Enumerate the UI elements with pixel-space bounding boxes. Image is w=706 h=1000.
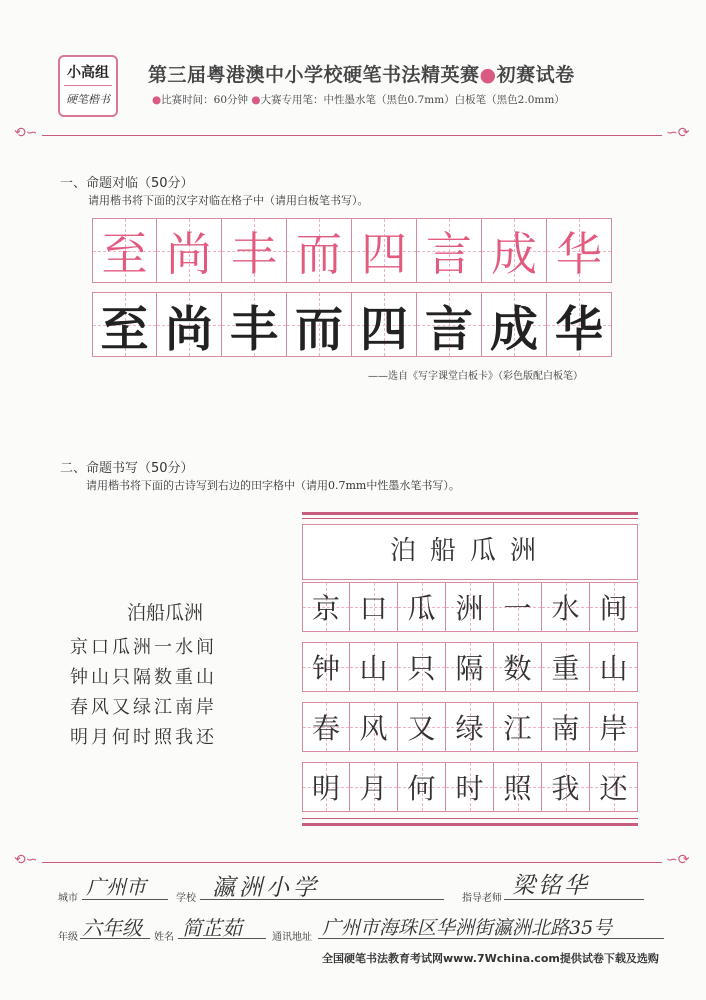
grid-cell[interactable]: [398, 582, 446, 632]
grid-row: [302, 762, 638, 812]
model-cell: [222, 218, 287, 283]
address-underline: [318, 938, 664, 939]
grid-char: 何: [407, 772, 436, 805]
header-divider: [42, 135, 662, 136]
section1-title: 一、命题对临（50分）: [60, 176, 194, 191]
model-char: 丰: [231, 226, 277, 281]
grid-cell[interactable]: [350, 582, 398, 632]
grid-cell[interactable]: [398, 642, 446, 692]
exam-pens: 大赛专用笔：中性墨水笔（黑色0.7mm）白板笔（黑色2.0mm）: [260, 94, 565, 106]
grid-char: 江: [503, 712, 532, 745]
grade-value[interactable]: 六年级: [82, 916, 142, 940]
written-char: 四: [359, 301, 408, 357]
page-title: [148, 60, 575, 87]
grid-cell[interactable]: [302, 642, 350, 692]
grid-cell[interactable]: [350, 702, 398, 752]
bullet-icon: ●: [152, 94, 162, 106]
model-cell: [417, 218, 482, 283]
grid-cell[interactable]: [446, 762, 494, 812]
grid-char: 又: [407, 712, 436, 745]
written-cell[interactable]: [482, 292, 547, 357]
grid-bottom-bar: [302, 823, 638, 826]
grid-char: 隔: [455, 652, 484, 685]
grid-char: 只: [407, 652, 436, 685]
model-row: [92, 218, 612, 283]
written-cell[interactable]: [547, 292, 612, 357]
name-label: 姓名: [154, 932, 174, 943]
grid-cell[interactable]: [398, 702, 446, 752]
address-value[interactable]: 广州市海珠区华洲街瀛洲北路35号: [322, 917, 613, 939]
grid-char: 明: [311, 772, 340, 805]
exam-time: 比赛时间：60分钟: [161, 94, 249, 106]
grid-row: [302, 642, 638, 692]
school-underline: [200, 899, 444, 900]
grid-cell[interactable]: [494, 762, 542, 812]
grid-char: 一: [503, 592, 532, 625]
grid-cell[interactable]: [446, 582, 494, 632]
scroll-ornament-left-icon: ⟲∽: [14, 125, 38, 141]
title-bullet-icon: ●: [479, 64, 497, 86]
poem-line: 京口瓜洲一水间: [70, 637, 217, 658]
written-cell[interactable]: [92, 292, 157, 357]
grid-char: 瓜: [407, 592, 436, 625]
grid-char: 重: [551, 652, 580, 685]
grid-char: 水: [551, 592, 580, 625]
grid-top-bar: [302, 512, 638, 515]
grid-cell[interactable]: [542, 702, 590, 752]
model-char: 而: [296, 226, 342, 281]
grid-cell[interactable]: [590, 762, 638, 812]
name-underline: [178, 938, 266, 939]
written-cell[interactable]: [287, 292, 352, 357]
written-char: 华: [554, 301, 603, 357]
written-char: 言: [424, 301, 473, 357]
written-cell[interactable]: [222, 292, 287, 357]
grid-cell[interactable]: [302, 762, 350, 812]
poem-title: 泊船瓜洲: [126, 602, 203, 624]
written-char: 成: [489, 301, 538, 357]
grade-underline: [80, 938, 150, 939]
grid-char: 照: [503, 772, 532, 805]
model-char: 四: [361, 226, 407, 281]
poem-line: 钟山只隔数重山: [70, 667, 217, 688]
grid-char: 南: [551, 712, 580, 745]
grid-char: 春: [311, 712, 340, 745]
model-cell: [547, 218, 612, 283]
written-char: 尚: [164, 301, 213, 357]
model-cell: [92, 218, 157, 283]
grid-cell[interactable]: [398, 762, 446, 812]
grid-char: 我: [551, 772, 580, 805]
source-note: ——选自《写字课堂白板卡》（彩色版配白板笔）: [368, 371, 583, 382]
model-cell: [352, 218, 417, 283]
footer-note: 全国硬笔书法教育考试网www.7Wchina.com提供试卷下载及选购: [322, 952, 659, 965]
teacher-underline: [504, 899, 644, 900]
model-char: 至: [101, 226, 148, 281]
model-char: 言: [426, 226, 472, 281]
grade-label: 年级: [58, 932, 78, 943]
grid-bottom-bar-thin: [302, 818, 638, 819]
written-cell[interactable]: [157, 292, 222, 357]
grid-cell[interactable]: [590, 582, 638, 632]
city-label: 城市: [58, 893, 78, 904]
badge-group-label: 小高组: [67, 65, 109, 81]
poem-reference: [70, 598, 260, 753]
city-underline: [82, 899, 168, 900]
written-cell[interactable]: [417, 292, 482, 357]
grid-char: 绿: [455, 712, 484, 745]
grid-char: 山: [359, 652, 388, 685]
grid-cell[interactable]: [542, 762, 590, 812]
poem-line: 春风又绿江南岸: [70, 697, 217, 718]
grid-cell[interactable]: [494, 702, 542, 752]
school-value[interactable]: 瀛洲小学: [212, 875, 320, 901]
grid-title: 泊船瓜洲: [389, 536, 550, 566]
bullet-icon: ●: [251, 94, 261, 106]
grid-char: 还: [599, 772, 628, 805]
grid-char: 山: [599, 652, 628, 685]
poem-line: 明月何时照我还: [70, 727, 217, 748]
model-cell: [287, 218, 352, 283]
address-label: 通讯地址: [272, 932, 312, 943]
grid-cell[interactable]: [446, 642, 494, 692]
grid-char: 京: [311, 592, 340, 625]
grid-cell[interactable]: [302, 702, 350, 752]
grid-cell[interactable]: [350, 642, 398, 692]
group-badge: [58, 55, 118, 117]
grid-char: 钟: [311, 652, 340, 685]
model-cell: [482, 218, 547, 283]
grid-title-box: [302, 524, 638, 580]
section2-instruction: 请用楷书将下面的古诗写到右边的田字格中（请用0.7mm中性墨水笔书写）。: [86, 479, 460, 492]
grid-cell[interactable]: [590, 702, 638, 752]
grid-cell[interactable]: [590, 642, 638, 692]
section1-instruction: 请用楷书将下面的汉字对临在格子中（请用白板笔书写）。: [88, 194, 369, 207]
written-row: [92, 292, 612, 357]
written-char: 至: [100, 301, 149, 357]
teacher-value[interactable]: 梁铭华: [512, 873, 590, 899]
scroll-ornament-right-icon: ∽⟳: [666, 852, 690, 868]
name-value[interactable]: 简芷茹: [182, 916, 242, 940]
grid-cell[interactable]: [494, 582, 542, 632]
badge-style-label: 硬笔楷书: [66, 93, 110, 106]
written-cell[interactable]: [352, 292, 417, 357]
footer-divider: [42, 862, 662, 863]
grid-cell[interactable]: [302, 582, 350, 632]
title-main: 第三届粤港澳中小学校硬笔书法精英赛: [148, 64, 480, 86]
model-char: 成: [491, 226, 537, 281]
teacher-label: 指导老师: [462, 893, 502, 904]
model-cell: [157, 218, 222, 283]
school-label: 学校: [176, 893, 196, 904]
grid-char: 风: [359, 712, 388, 745]
grid-cell[interactable]: [446, 702, 494, 752]
city-value[interactable]: 广州市: [86, 875, 146, 899]
grid-top-bar-thin: [302, 518, 638, 519]
grid-row: [302, 582, 638, 632]
written-char: 丰: [229, 301, 278, 357]
grid-cell[interactable]: [542, 582, 590, 632]
badge-divider: [64, 85, 112, 86]
grid-char: 岸: [599, 712, 628, 745]
exam-info: [152, 92, 565, 107]
grid-char: 洲: [455, 592, 484, 625]
model-char: 华: [556, 226, 602, 281]
grid-char: 月: [359, 772, 388, 805]
model-char: 尚: [166, 226, 212, 281]
grid-char: 时: [455, 772, 484, 805]
grid-cell[interactable]: [494, 642, 542, 692]
grid-char: 间: [599, 592, 628, 625]
scroll-ornament-right-icon: ∽⟳: [666, 125, 690, 141]
written-char: 而: [294, 301, 343, 357]
scroll-ornament-left-icon: ⟲∽: [14, 852, 38, 868]
section2-title: 二、命题书写（50分）: [60, 461, 194, 476]
title-suffix: 初赛试卷: [496, 64, 575, 86]
grid-cell[interactable]: [542, 642, 590, 692]
grid-char: 数: [503, 652, 532, 685]
grid-char: 口: [359, 592, 388, 625]
grid-row: [302, 702, 638, 752]
grid-cell[interactable]: [350, 762, 398, 812]
